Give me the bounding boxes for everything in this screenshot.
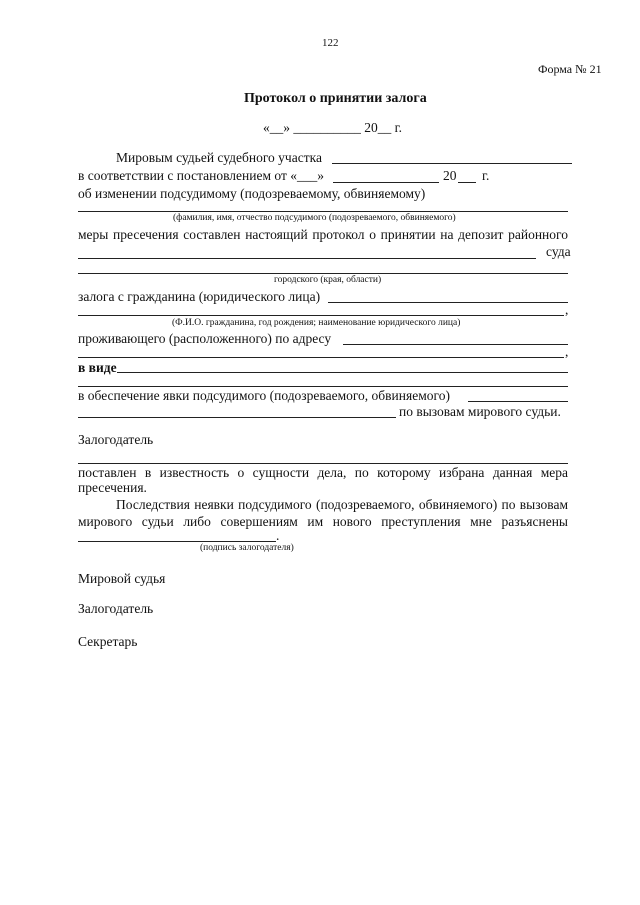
- signature-blank: [78, 541, 276, 542]
- caption-person: (Ф.И.О. гражданина, год рождения; наименование юридического лица): [172, 318, 461, 328]
- summons-text: по вызовам мирового судьи.: [399, 404, 561, 419]
- signature-period: .: [276, 528, 280, 543]
- comma-1: ,: [565, 302, 569, 317]
- document-title: Протокол о принятии залога: [244, 91, 427, 106]
- resolution-date-blank: [333, 182, 439, 183]
- in-form-text: в виде: [78, 360, 117, 375]
- year-suffix: г.: [482, 168, 490, 183]
- year-blank: [458, 182, 476, 183]
- signature-judge: Мировой судья: [78, 571, 166, 586]
- year-prefix: 20: [443, 168, 457, 183]
- pledgor-name-blank-2: [78, 315, 564, 316]
- pledgor-blank: [78, 463, 568, 464]
- defendant-blank-2: [78, 417, 396, 418]
- change-measure-text: об изменении подсудимому (подозреваемому, обвиняемому): [78, 186, 426, 201]
- pledgor-label: Залогодатель: [78, 432, 154, 447]
- date-line: «__» __________ 20__ г.: [263, 120, 403, 135]
- residing-text: проживающего (расположенного) по адресу: [78, 331, 332, 346]
- defendant-name-blank: [78, 211, 568, 212]
- defendant-blank-1: [468, 401, 568, 402]
- judge-intro-text: Мировым судьей судебного участка: [116, 150, 322, 165]
- ensuring-text: в обеспечение явки подсудимого (подозреваемого, обвиняемого): [78, 388, 450, 403]
- form-blank-2: [78, 386, 568, 387]
- address-blank-1: [343, 344, 568, 345]
- form-blank-1: [117, 372, 568, 373]
- court-word: суда: [546, 244, 571, 259]
- informed-text-2: пресечения.: [78, 480, 147, 495]
- pledgor-name-blank-1: [328, 302, 568, 303]
- accordance-text: в соответствии с постановлением от «___»: [78, 168, 324, 183]
- informed-text-1: поставлен в известность о сущности дела, по которому избрана данная мера: [78, 465, 568, 480]
- consequences-text-2: мирового судьи либо совершениям им нового преступления мне разъяснены: [78, 514, 568, 529]
- form-label: Форма № 21: [538, 62, 602, 76]
- address-blank-2: [78, 357, 564, 358]
- measure-protocol-text: меры пресечения составлен настоящий протокол о принятии на депозит районного: [78, 227, 568, 242]
- page-number: 122: [322, 37, 339, 49]
- caption-city: городского (края, области): [274, 275, 382, 285]
- city-blank: [78, 273, 568, 274]
- caption-signature: (подпись залогодателя): [200, 543, 294, 553]
- comma-2: ,: [565, 344, 569, 359]
- caption-defendant: (фамилия, имя, отчество подсудимого (подозреваемого, обвиняемого): [173, 213, 456, 223]
- consequences-text-1: Последствия неявки подсудимого (подозреваемого, обвиняемого) по вызовам: [116, 497, 568, 512]
- court-district-blank: [332, 163, 572, 164]
- signature-secretary: Секретарь: [78, 634, 138, 649]
- district-court-blank: [78, 258, 536, 259]
- signature-pledgor: Залогодатель: [78, 601, 154, 616]
- pledge-from-text: залога с гражданина (юридического лица): [78, 289, 321, 304]
